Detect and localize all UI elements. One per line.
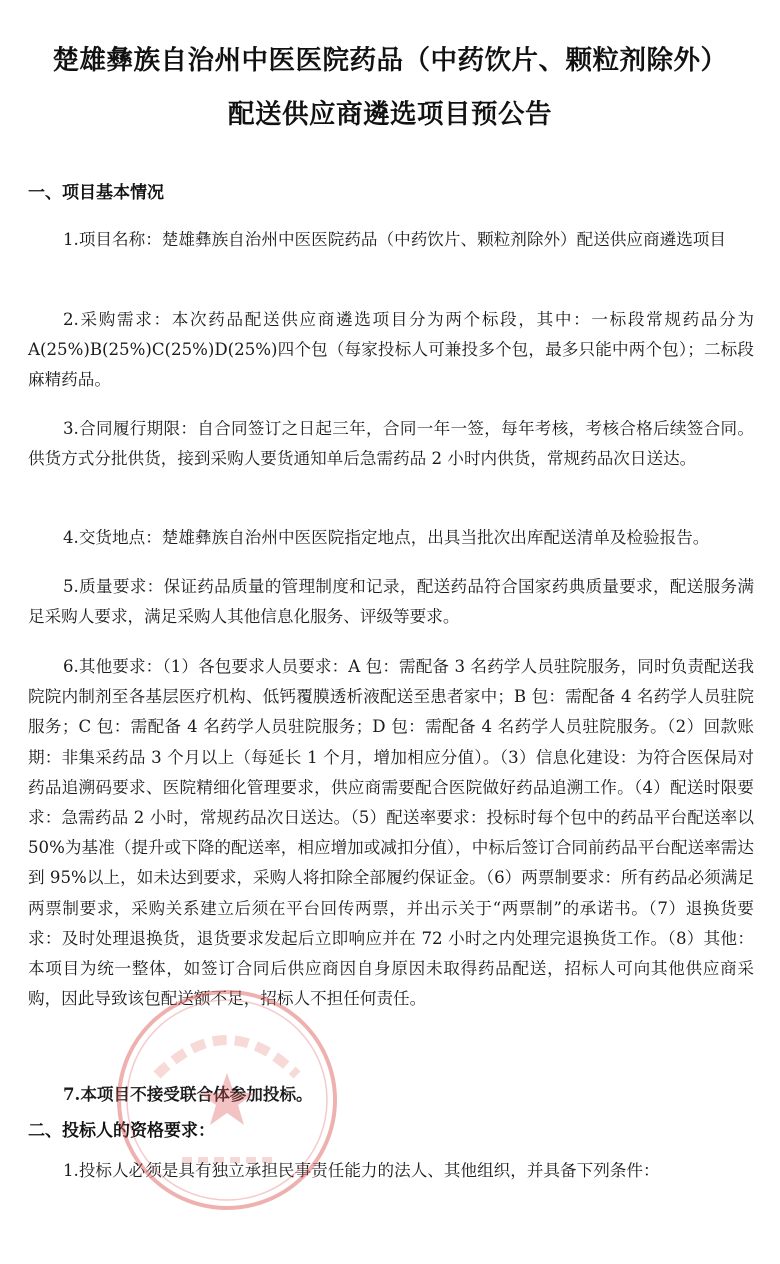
item-project-name: 1.项目名称：楚雄彝族自治州中医医院药品（中药饮片、颗粒剂除外）配送供应商遴选项目 <box>63 230 726 249</box>
item-no-consortium: 7.本项目不接受联合体参加投标。 <box>63 1084 313 1104</box>
item-bidder-qualification: 1.投标人必须是具有独立承担民事责任能力的法人、其他组织，并具备下列条件： <box>63 1161 660 1180</box>
item-purchase-requirement: 2.采购需求：本次药品配送供应商遴选项目分为两个标段，其中：一标段常规药品分为A(25%)B(25%)C(25%)D(25%)四个包（每家投标人可兼投多个包，最多只能中两个包）；二标段麻精药品。 <box>28 310 754 390</box>
item-delivery-place: 4.交货地点：楚雄彝族自治州中医医院指定地点，出具当批次出库配送清单及检验报告。 <box>63 528 710 547</box>
section2-heading: 二、投标人的资格要求： <box>28 1121 215 1141</box>
section1-heading: 一、项目基本情况 <box>28 183 164 203</box>
item-quality-requirement: 5.质量要求：保证药品质量的管理制度和记录，配送药品符合国家药典质量要求，配送服务满足采购人要求，满足采购人其他信息化服务、评级等要求。 <box>28 577 754 627</box>
item-contract-period: 3.合同履行期限：自合同签订之日起三年，合同一年一签，每年考核，考核合格后续签合同。供货方式分批供货，接到采购人要货通知单后急需药品 2 小时内供货，常规药品次日送达。 <box>28 419 754 469</box>
item-other-requirements: 6.其他要求：（1）各包要求人员要求：A 包：需配备 3 名药学人员驻院服务，同时负责配送我院院内制剂至各基层医疗机构、低钙覆膜透析液配送至患者家中；B 包：需配备 4 名药学人员驻院服务；C 包：需配备 4 名药学人员驻院服务；D 包：需配备 4 名药学人员驻院服务。（2）回款账期：非集采药品 3 个月以上（每延长 1 个月，增加相应分值）。（3）信息化建设：为符合医保局对药品追溯码要求、医院精细化管理要求，供应商需要配合医院做好药品追溯工作。（4）配送时限要求：急需药品 2 小时，常规药品次日送达。（5）配送率要求：投标时每个包中的药品平台配送率以 50%为基准（提升或下降的配送率，相应增加或减扣分值），中标后签订合同前药品平台配送率需达到 95%以上，如未达到要求，采购人将扣除全部履约保证金。（6）两票制要求：所有药品必须满足两票制要求，采购关系建立后须在平台回传两票，并出示关于“两票制”的承诺书。（7）退换货要求：及时处理退换货，退货要求发起后立即响应并在 72 小时之内处理完退换货工作。（8）其他：本项目为统一整体，如签订合同后供应商因自身原因未取得药品配送，招标人可向其他供应商采购，因此导致该包配送额不足，招标人不担任何责任。 <box>28 657 754 1009</box>
document-title-line2: 配送供应商遴选项目预公告 <box>228 99 552 130</box>
document-title-line1: 楚雄彝族自治州中医医院药品（中药饮片、颗粒剂除外） <box>52 45 728 76</box>
